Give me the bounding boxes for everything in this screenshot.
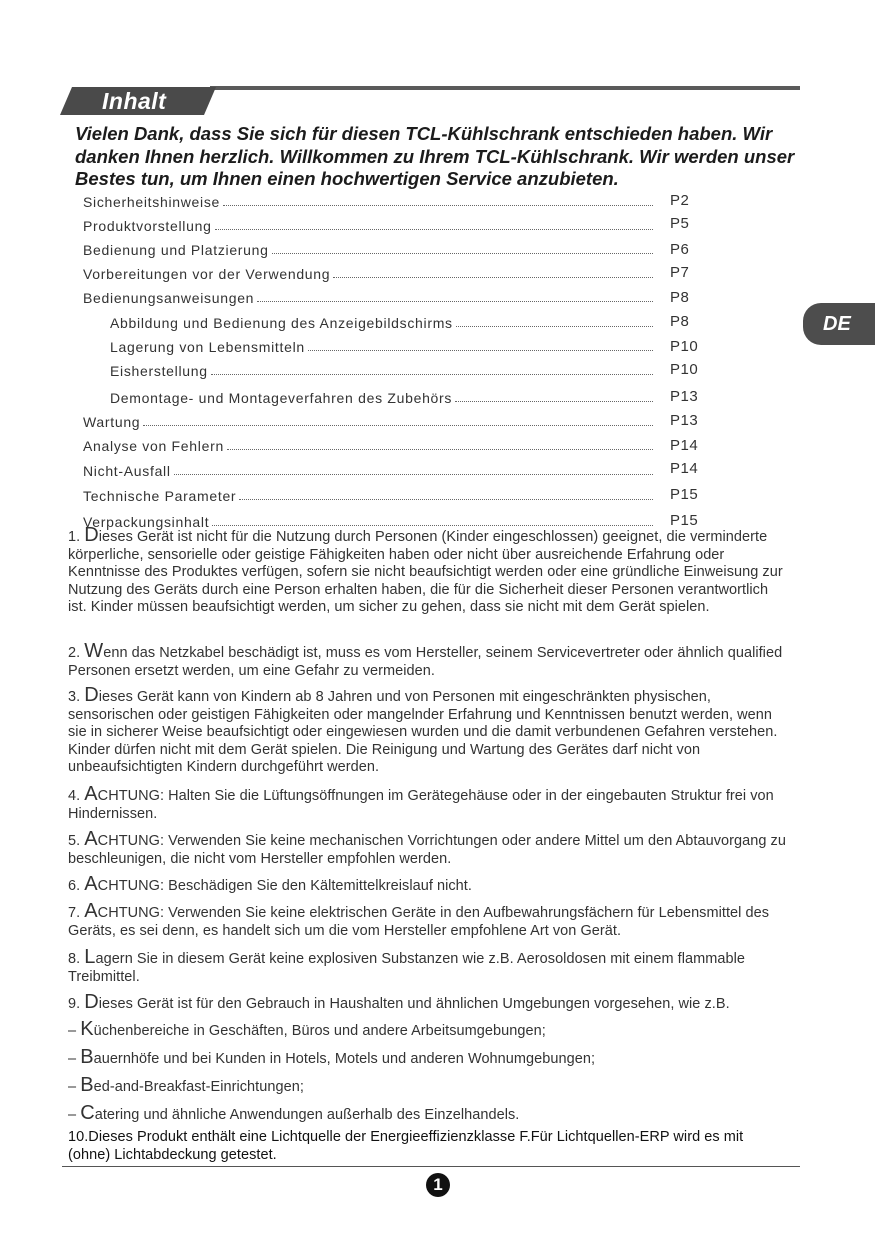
safety-item xyxy=(68,900,788,940)
item-text: atering und ähnliche Anwendungen außerhalb des Einzelhandels. xyxy=(94,1107,520,1123)
safety-item xyxy=(68,873,788,896)
toc-leader xyxy=(308,349,653,351)
toc-entry-label: Technische Parameter xyxy=(83,488,237,504)
toc-entry-label: Produktvorstellung xyxy=(83,218,212,234)
item-text: CHTUNG: Verwenden Sie keine mechanischen Vorrichtungen oder andere Mittel um den Abtauvorgang zu beschleunigen, die nicht vom Hersteller empfohlen werden. xyxy=(68,833,786,867)
toc-entry-page: P13 xyxy=(670,412,699,429)
toc-leader xyxy=(174,473,653,475)
safety-subitem xyxy=(68,1046,788,1069)
toc-entry-page: P13 xyxy=(670,388,699,405)
toc-entry-page: P8 xyxy=(670,313,690,330)
item-initial: A xyxy=(84,900,98,922)
item-text: CHTUNG: Halten Sie die Lüftungsöffnungen im Gerätegehäuse oder in der eingebauten Struktur frei von Hindernissen. xyxy=(68,788,774,822)
toc-entry xyxy=(83,288,653,306)
item-prefix: – xyxy=(68,1107,81,1123)
toc-entry-label: Abbildung und Bedienung des Anzeigebildschirms xyxy=(110,315,453,331)
toc-entry xyxy=(83,412,653,430)
toc-entry-page: P15 xyxy=(670,486,699,503)
item-initial: B xyxy=(80,1046,94,1068)
toc-entry-label: Demontage- und Montageverfahren des Zubehörs xyxy=(110,390,453,406)
toc-leader xyxy=(227,448,653,450)
item-prefix: – xyxy=(68,1023,81,1039)
language-tab-label: DE xyxy=(823,313,851,335)
item-prefix: 8. xyxy=(68,951,85,967)
item-initial: C xyxy=(80,1102,95,1124)
item-initial: A xyxy=(84,828,98,850)
toc-entry-page: P8 xyxy=(670,289,690,306)
item-prefix: 6. xyxy=(68,878,85,894)
item-text: üchenbereiche in Geschäften, Büros und andere Arbeitsumgebungen; xyxy=(93,1023,546,1039)
toc-entry-label: Eisherstellung xyxy=(110,363,208,379)
toc-entry-label: Bedienungsanweisungen xyxy=(83,290,255,306)
toc-leader xyxy=(239,498,653,500)
toc-subentry xyxy=(110,361,653,379)
safety-subitem xyxy=(68,1018,788,1041)
item-initial: A xyxy=(84,783,98,805)
toc-entry-page: P6 xyxy=(670,241,690,258)
toc-entry-label: Verpackungsinhalt xyxy=(83,514,210,530)
safety-item xyxy=(68,684,788,777)
header-rule xyxy=(210,86,800,90)
toc-entry xyxy=(83,240,653,258)
item-text: CHTUNG: Verwenden Sie keine elektrischen Geräte in den Aufbewahrungsfächern für Lebensmittel des Geräts, es sei denn, es handelt sich um die vom Hersteller empfohlene Art von Gerät. xyxy=(68,905,770,939)
toc-subentry xyxy=(110,388,653,406)
item-prefix: 9. xyxy=(68,996,85,1012)
energy-class-note: 10.Dieses Produkt enthält eine Lichtquelle der Energieeffizienzklasse F.Für Lichtquellen-ERP wird es mit (ohne) Lichtabdeckung getestet. xyxy=(68,1129,744,1163)
item-initial: D xyxy=(84,524,99,546)
item-prefix: 2. xyxy=(68,645,85,661)
item-initial: A xyxy=(84,873,98,895)
item-text: CHTUNG: Beschädigen Sie den Kältemittelkreislauf nicht. xyxy=(97,878,472,894)
item-text: enn das Netzkabel beschädigt ist, muss es vom Hersteller, seinem Servicevertreter oder ähnlich qualified Personen ersetzt werden, um eine Gefahr zu vermeiden. xyxy=(68,645,783,679)
item-prefix: 4. xyxy=(68,788,85,804)
item-text: ieses Gerät ist für den Gebrauch in Haushalten und ähnlichen Umgebungen vorgesehen, wie z.B. xyxy=(98,996,730,1012)
intro-text: Vielen Dank, dass Sie sich für diesen TCL-Kühlschrank entschieden haben. Wir danken Ihnen herzlich. Willkommen zu Ihrem TCL-Kühlschrank. Wir werden unser Bestes tun, um Ihnen einen hochwertigen Service anzubieten. xyxy=(75,123,795,189)
toc-entry-label: Lagerung von Lebensmitteln xyxy=(110,339,305,355)
safety-item xyxy=(68,828,788,868)
safety-subitem xyxy=(68,1102,788,1125)
toc-entry-label: Vorbereitungen vor der Verwendung xyxy=(83,266,331,282)
toc-subentry xyxy=(110,313,653,331)
toc-leader xyxy=(143,424,653,426)
item-initial: L xyxy=(84,946,96,968)
toc-entry xyxy=(83,436,653,454)
toc-entry xyxy=(83,192,653,210)
toc-entry xyxy=(83,461,653,479)
item-text: ieses Gerät kann von Kindern ab 8 Jahren und von Personen mit eingeschränkten physischen, sensorischen oder geistigen Fähigkeiten oder mangelnder Erfahrung und Kenntnissen benutzt werden, wenn sie in sicherer Weise beaufsichtigt oder eingewiesen wurden und die damit verbundenen Gefahren verstehen. Kinder dürfen nicht mit dem Gerät spielen. Die Reinigung und Wartung des Gerätes darf nicht von unbeaufsichtigten Kindern durchgeführt werden. xyxy=(68,689,778,775)
toc-entry-label: Nicht-Ausfall xyxy=(83,463,171,479)
item-text: agern Sie in diesem Gerät keine explosiven Substanzen wie z.B. Aerosoldosen mit einem flammable Treibmittel. xyxy=(68,951,746,985)
toc-entry-page: P5 xyxy=(670,215,690,232)
safety-item xyxy=(68,524,788,617)
toc-entry-page: P15 xyxy=(670,512,699,529)
item-text: ieses Gerät ist nicht für die Nutzung durch Personen (Kinder eingeschlossen) geeignet, die verminderte körperliche, sensorielle oder geistige Fähigkeiten haben oder nicht über ausreichende Erfahrung oder Kenntnisse des Produktes verfügen, sofern sie nicht beaufsichtigt werden oder eine gründliche Einweisung zur Nutzung des Geräts durch eine Person erhalten haben, die für die Sicherheit dieser Personen verantwortlich ist. Kinder müssen beaufsichtigt werden, um sicher zu gehen, dass sie nicht mit dem Gerät spielen. xyxy=(68,529,783,615)
toc-leader xyxy=(272,252,653,254)
safety-item xyxy=(68,946,788,986)
toc-leader xyxy=(212,524,653,526)
item-prefix: 3. xyxy=(68,689,85,705)
toc-entry xyxy=(83,216,653,234)
toc-leader xyxy=(211,373,653,375)
safety-item xyxy=(68,783,788,823)
toc-entry-label: Sicherheitshinweise xyxy=(83,194,221,210)
safety-subitem xyxy=(68,1074,788,1097)
toc-entry-page: P10 xyxy=(670,338,699,355)
item-prefix: – xyxy=(68,1079,81,1095)
toc-leader xyxy=(215,228,653,230)
toc-leader xyxy=(223,204,653,206)
toc-entry-label: Analyse von Fehlern xyxy=(83,438,224,454)
toc-entry xyxy=(83,486,653,504)
item-initial: D xyxy=(84,684,99,706)
item-text: ed-and-Breakfast-Einrichtungen; xyxy=(93,1079,304,1095)
toc-entry-page: P14 xyxy=(670,460,699,477)
item-prefix: 5. xyxy=(68,833,85,849)
page-title: Inhalt xyxy=(102,88,167,114)
item-prefix: 1. xyxy=(68,529,85,545)
toc-entry-page: P2 xyxy=(670,192,690,209)
toc-subentry xyxy=(110,337,653,355)
item-initial: W xyxy=(84,640,104,662)
item-prefix: – xyxy=(68,1051,81,1067)
toc-entry-label: Bedienung und Platzierung xyxy=(83,242,269,258)
item-initial: D xyxy=(84,991,99,1013)
toc-leader xyxy=(257,300,653,302)
item-text: auernhöfe und bei Kunden in Hotels, Motels und anderen Wohnumgebungen; xyxy=(93,1051,596,1067)
footer-rule xyxy=(62,1166,800,1167)
toc-leader xyxy=(456,325,653,327)
page-number: 1 xyxy=(426,1173,450,1197)
safety-item xyxy=(68,991,788,1014)
item-initial: B xyxy=(80,1074,94,1096)
safety-item xyxy=(68,640,788,680)
item-initial: K xyxy=(80,1018,94,1040)
toc-entry-page: P7 xyxy=(670,264,690,281)
item-prefix: 7. xyxy=(68,905,85,921)
toc-leader xyxy=(333,276,653,278)
toc-entry xyxy=(83,264,653,282)
toc-entry-label: Wartung xyxy=(83,414,141,430)
toc-entry-page: P10 xyxy=(670,361,699,378)
toc-leader xyxy=(455,400,653,402)
toc-entry-page: P14 xyxy=(670,437,699,454)
